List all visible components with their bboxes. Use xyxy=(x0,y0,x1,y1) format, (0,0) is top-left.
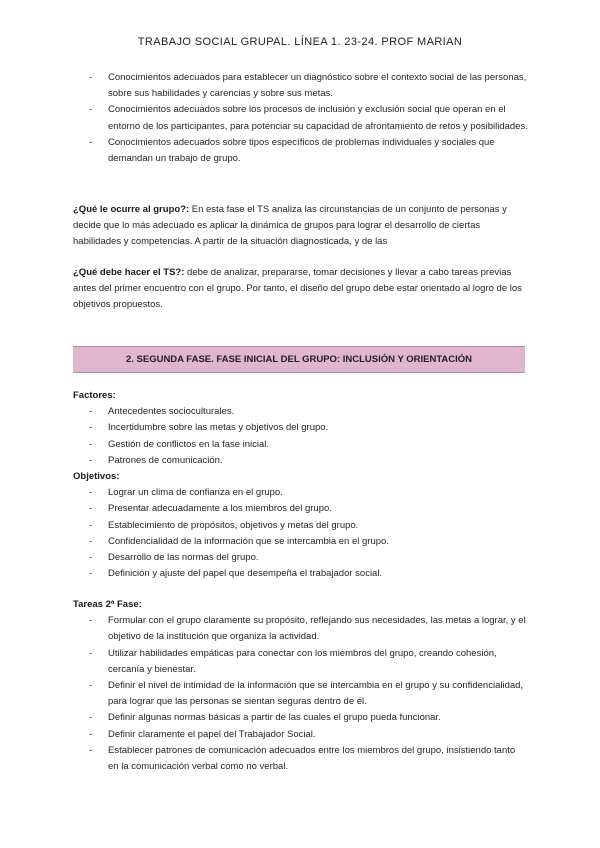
question-1-block xyxy=(73,202,528,251)
list-item: - Definir el nivel de intimidad de la información que se intercambia en el grupo y su confidencialidad, para lograr que las personas se sientan seguras dentro de él. xyxy=(73,678,528,710)
list-item: - Utilizar habilidades empáticas para conectar con los miembros del grupo, creando cohesión, cercanía y bienestar. xyxy=(73,646,528,678)
tareas-list xyxy=(73,613,528,775)
list-item: - Formular con el grupo claramente su propósito, reflejando sus necesidades, las metas a lograr, y el objetivo de la institución que organiza la actividad. xyxy=(73,613,528,645)
question-2-block xyxy=(73,265,528,314)
factores-list xyxy=(73,404,528,469)
page-header: TRABAJO SOCIAL GRUPAL. LÍNEA 1. 23-24. PROF MARIAN xyxy=(137,36,463,48)
section-title: 2. SEGUNDA FASE. FASE INICIAL DEL GRUPO: INCLUSIÓN Y ORIENTACIÓN xyxy=(73,346,525,373)
objetivos-heading: Objetivos: xyxy=(73,471,120,483)
question-2-label: ¿Qué debe hacer el TS?: xyxy=(73,267,185,278)
list-item: - Gestión de conflictos en la fase inicial. xyxy=(73,437,528,453)
objetivos-list xyxy=(73,485,528,582)
question-2-paragraph xyxy=(73,265,528,314)
list-item: - Incertidumbre sobre las metas y objetivos del grupo. xyxy=(73,420,528,436)
list-item: - Antecedentes socioculturales. xyxy=(73,404,528,420)
question-2-text: debe de analizar, prepararse, tomar decisiones y llevar a cabo tareas previas antes del primer encuentro con el grupo. Por tanto, el diseño del grupo debe estar orientado al logro de los objetivos propuestos. xyxy=(73,267,522,311)
tareas-heading: Tareas 2ª Fase: xyxy=(73,599,142,610)
list-item: - Definir claramente el papel del Trabajador Social. xyxy=(73,727,528,743)
list-item: - Conocimientos adecuados para establecer un diagnóstico sobre el contexto social de las personas, sobre sus habilidades y carencias y sobre sus metas. xyxy=(73,70,528,102)
factores-section xyxy=(73,388,528,582)
list-item: - Establecer patrones de comunicación adecuados entre los miembros del grupo, insistiendo tanto en la comunicación verbal como no verbal. xyxy=(73,743,528,775)
list-item: - Conocimientos adecuados sobre los procesos de inclusión y exclusión social que operan en el entorno de los participantes, para potenciar su capacidad de afrontamiento de retos y posibilidades. xyxy=(73,102,528,134)
list-item: - Conocimientos adecuados sobre tipos específicos de problemas individuales y sociales que demandan un trabajo de grupo. xyxy=(73,135,528,167)
intro-list xyxy=(73,70,528,167)
factores-heading: Factores: xyxy=(73,390,116,401)
list-item: - Lograr un clima de confianza en el grupo. xyxy=(73,485,528,501)
question-1-paragraph xyxy=(73,202,528,251)
list-item: - Desarrollo de las normas del grupo. xyxy=(73,550,528,566)
question-1-text: En esta fase el TS analiza las circunstancias de un conjunto de personas y decide que lo más adecuado es aplicar la dinámica de grupos para lograr el desarrollo de ciertas habilidades y competencias. A partir de la situación diagnosticada, y de las xyxy=(73,204,507,248)
list-item: - Definición y ajuste del papel que desempeña el trabajador social. xyxy=(73,566,528,582)
list-item: - Confidencialidad de la información que se intercambia en el grupo. xyxy=(73,534,528,550)
list-item: - Patrones de comunicación. xyxy=(73,453,528,469)
intro-section xyxy=(73,70,528,167)
list-item: - Definir algunas normas básicas a partir de las cuales el grupo pueda funcionar. xyxy=(73,710,528,726)
list-item: - Establecimiento de propósitos, objetivos y metas del grupo. xyxy=(73,518,528,534)
question-1-label: ¿Qué le ocurre al grupo?: xyxy=(73,204,190,215)
tareas-section xyxy=(73,597,528,775)
list-item: - Presentar adecuadamente a los miembros del grupo. xyxy=(73,501,528,517)
